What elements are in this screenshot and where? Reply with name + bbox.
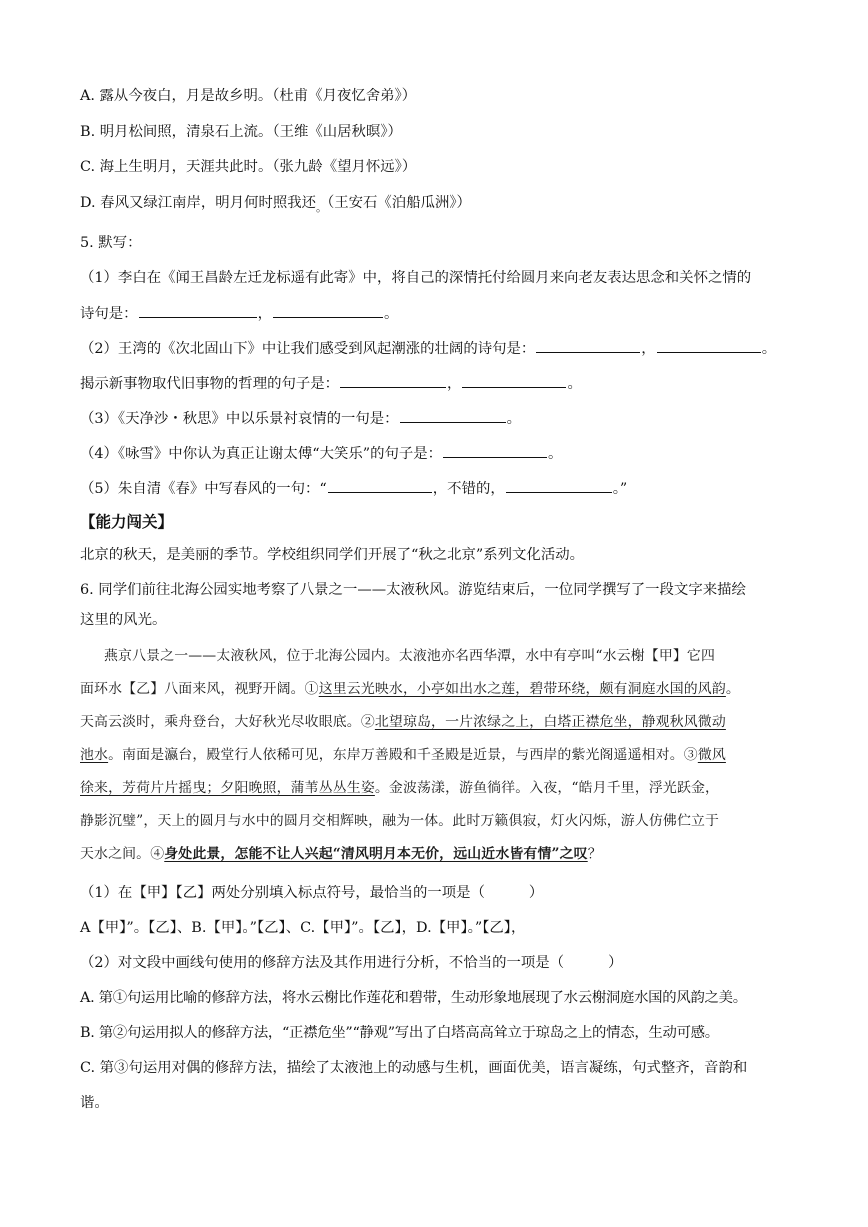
underlined-sentence-4: 身处此景，怎能不让人兴起“清风明月本无价，远山近水皆有情”之叹 [164,846,588,862]
q6-sub2-text: （2）对文段中画线句使用的修辞方法及其作用进行分析，不恰当的一项是（ [80,955,565,971]
section-heading: 【能力闯关】 [80,512,174,531]
q5-part1-line1: （1）李白在《闻王昌龄左迁龙标遥有此寄》中，将自己的深情托付给圆月来向老友表达思念和关怀之情的 [80,270,752,286]
passage-text: 面环水【乙】八面来风，视野开阔。① [80,681,319,697]
q5-part3 [80,408,521,429]
passage-text: 。南面是瀛台，殿堂行人依稀可见，东岸万善殿和千圣殿是近景，与西岸的紫光阁遥遥相对。③ [108,747,698,763]
q5-part2-prefix: （2）王湾的《次北固山下》中让我们感受到风起潮涨的壮阔的诗句是： [80,341,536,357]
answer-blank[interactable] [340,373,446,388]
q5-part3-prefix: （3）《天净沙・秋思》中以乐景衬哀情的一句是： [80,411,399,427]
q6-sub2-option-c-line2: 谐。 [80,1095,109,1111]
q6-stem-line1: 6. 同学们前往北海公园实地考察了八景之一——太液秋风。游览结束后，一位同学撰写了一段文字来描绘 [80,582,746,598]
underlined-sentence-3-cont: 徐来，芳荷片片摇曳；夕阳晚照，蒲苇丛丛生姿 [80,780,375,796]
answer-blank[interactable] [506,478,612,493]
q4-option-d [80,193,471,218]
passage-text: 天水之间。④ [80,846,165,862]
q5-part4-prefix: （4）《咏雪》中你认为真正让谢太傅“大笑乐”的句子是： [80,446,443,462]
passage-text: 。金波荡漾，游鱼徜徉。入夜，“皓月千里，浮光跃金， [374,780,720,796]
q6-stem-line2: 这里的风光。 [80,612,167,628]
answer-blank[interactable] [328,478,432,493]
q5-part2-line1 [80,338,776,359]
passage-line: 燕京八景之一——太液秋风，位于北海公园内。太液池亦名西华潭，水中有亭叫“水云榭【甲】它四 [104,648,716,664]
passage-line [80,778,719,798]
underlined-sentence-1: 这里云光映水，小亭如出水之莲，碧带环绕，颇有洞庭水国的风韵 [318,681,726,697]
q5-part5-mid: ，不错的， [432,481,505,497]
close-paren: ） [528,885,544,901]
answer-blank[interactable] [273,303,383,318]
period: 。 [383,306,399,322]
period: 。 [548,446,563,462]
q6-sub2-option-a: A. 第①句运用比喻的修辞方法，将水云榭比作莲花和碧带，生动形象地展现了水云榭洞庭水国的风韵之美。 [80,990,747,1006]
passage-line: 静影沉璧”，天上的圆月与水中的圆月交相辉映，融为一体。此时万籁俱寂，灯火闪烁，游人仿佛伫立于 [80,813,720,829]
passage-text: ？ [587,846,602,862]
passage-line [80,745,726,765]
passage-line [80,712,726,732]
q5-part2-line2 [80,373,582,394]
q4-option-c: C. 海上生明月，天涯共此时。（张九龄《望月怀远》） [80,159,417,175]
passage-text: 。 [725,681,740,697]
q4-option-a: A. 露从今夜白，月是故乡明。（杜甫《月夜忆舍弟》） [80,88,417,104]
q5-part1-prefix: 诗句是： [80,306,138,322]
q5-part1-line2 [80,303,398,324]
q5-part4 [80,443,562,464]
q6-sub1-text: （1）在【甲】【乙】两处分别填入标点符号，最恰当的一项是（ [80,885,485,901]
q4-option-d-period: 。 [316,201,328,214]
answer-blank[interactable] [139,303,257,318]
answer-blank[interactable] [462,373,566,388]
q4-option-d-source: （王安石《泊船瓜洲》） [327,195,471,211]
answer-blank[interactable] [443,443,547,458]
underlined-sentence-2-cont: 池水 [80,747,109,763]
comma: ， [641,341,656,357]
passage-line [80,844,602,864]
close-paren: ） [608,955,623,971]
q6-sub2-question [80,953,622,973]
comma: ， [257,306,272,322]
q5-title: 5. 默写： [80,235,142,251]
q4-option-d-text: D. 春风又绿江南岸，明月何时照我还 [80,195,317,211]
q5-part5-end: 。” [612,481,628,497]
answer-blank[interactable] [400,408,506,423]
q5-part2-line2-prefix: 揭示新事物取代旧事物的哲理的句子是： [80,376,340,392]
q6-sub1-question [80,883,543,903]
q6-sub2-option-c-line1: C. 第③句运用对偶的修辞方法，描绘了太液池上的动感与生机，画面优美，语言凝练，句式整齐，音韵和 [80,1060,748,1076]
period: 。 [567,376,582,392]
period: 。 [506,411,521,427]
q5-part5 [80,478,627,499]
underlined-sentence-2: 北望琼岛，一片浓绿之上，白塔正襟危坐，静观秋风微动 [374,714,726,730]
passage-text: 天高云淡时，乘舟登台，大好秋光尽收眼底。② [80,714,375,730]
answer-blank[interactable] [657,338,761,353]
answer-blank[interactable] [536,338,640,353]
q6-sub1-options: A【甲】”。【乙】、B.【甲】。”【乙】、C.【甲】”。【乙】，D.【甲】。”【乙】， [80,920,526,936]
q4-option-b: B. 明月松间照，清泉石上流。（王维《山居秋暝》） [80,124,402,140]
underlined-sentence-3: 微风 [697,747,726,763]
passage-line [80,679,740,699]
q5-part5-prefix: （5）朱自清《春》中写春风的一句：“ [80,481,327,497]
period: 。 [761,341,777,357]
comma: ， [447,376,462,392]
section-intro: 北京的秋天，是美丽的季节。学校组织同学们开展了“秋之北京”系列文化活动。 [80,547,584,563]
q6-sub2-option-b: B. 第②句运用拟人的修辞方法，“正襟危坐”“静观”写出了白塔高高耸立于琼岛之上的情态，生动可感。 [80,1025,719,1041]
